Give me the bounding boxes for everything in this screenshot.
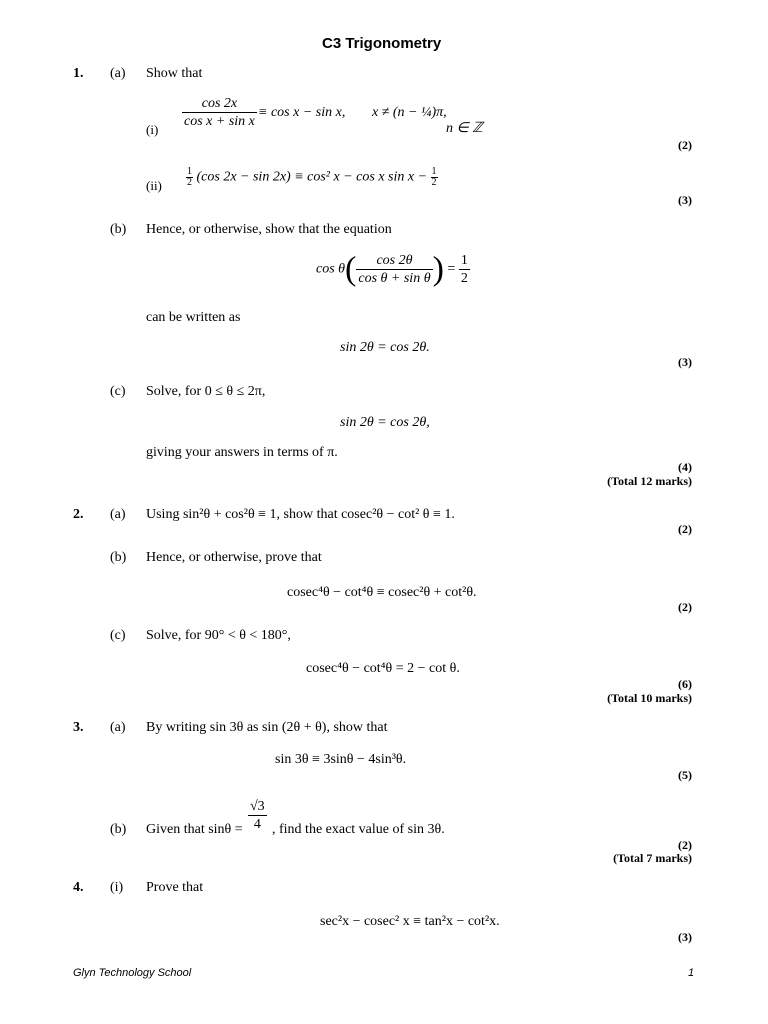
- q1-b-result-equation: sin 2θ = cos 2θ.: [340, 340, 430, 355]
- footer-page-number: 1: [688, 967, 695, 979]
- q1-ii-expression: (cos 2x − sin 2x) ≡ cos² x − cos x sin x −: [196, 169, 428, 185]
- q1-i-marks: (2): [678, 138, 692, 152]
- q1-b-can-be-written: can be written as: [146, 310, 241, 325]
- question-4-number: 4.: [73, 880, 84, 895]
- q2-b-equation: cosec⁴θ − cot⁴θ ≡ cosec²θ + cot²θ.: [287, 585, 477, 600]
- q1-part-c-label: (c): [110, 384, 126, 399]
- question-1-number: 1.: [73, 66, 84, 81]
- q1-i-rhs: ≡ cos x − sin x,: [258, 105, 346, 120]
- q1-total-marks: (Total 12 marks): [607, 474, 692, 488]
- question-3-number: 3.: [73, 720, 84, 735]
- q1-b-marks: (3): [678, 355, 692, 369]
- q1-i-n-integer: n ∈ ℤ: [446, 121, 483, 136]
- q1-c-instruction: giving your answers in terms of π.: [146, 445, 338, 460]
- q1-part-a-label: (a): [110, 66, 126, 81]
- q3-b-marks: (2): [678, 838, 692, 852]
- q3-a-marks: (5): [678, 768, 692, 782]
- q4-i-equation: sec²x − cosec² x ≡ tan²x − cot²x.: [320, 914, 500, 929]
- page-title: C3 Trigonometry: [322, 35, 442, 52]
- q1-part-b-label: (b): [110, 222, 127, 237]
- q4-i-marks: (3): [678, 930, 692, 944]
- q1-part-ii-label: (ii): [146, 178, 162, 193]
- q1-part-a-text: Show that: [146, 66, 203, 81]
- q1-b-equation: cos θ( $\frac{\cos 2\theta}{\text{cos θ + sin θ}}$ ) = $\frac{1}{2}$: [316, 250, 468, 288]
- q2-part-c-label: (c): [110, 628, 126, 643]
- q2-c-marks: (6): [678, 677, 692, 691]
- q1-part-i-label: (i): [146, 122, 159, 137]
- q1-part-c-text: Solve, for 0 ≤ θ ≤ 2π,: [146, 384, 266, 399]
- q3-part-a-label: (a): [110, 720, 126, 735]
- q3-b-denominator: 4: [253, 817, 261, 832]
- q3-a-equation: sin 3θ ≡ 3sinθ − 4sin³θ.: [275, 752, 407, 767]
- q1-i-fraction: [182, 95, 257, 130]
- q2-part-b-text: Hence, or otherwise, prove that: [146, 550, 322, 565]
- q2-part-b-label: (b): [110, 550, 127, 565]
- q3-part-b-text-pre: Given that sinθ =: [146, 822, 243, 837]
- q1-part-b-text: Hence, or otherwise, show that the equation: [146, 222, 392, 237]
- q2-total-marks: (Total 10 marks): [607, 691, 692, 705]
- q1-b-numerator: cos 2θ: [356, 252, 432, 270]
- q2-b-marks: (2): [678, 600, 692, 614]
- q3-part-a-text: By writing sin 3θ as sin (2θ + θ), show that: [146, 720, 388, 735]
- q2-part-a-text: Using sin²θ + cos²θ ≡ 1, show that cosec²θ − cot² θ ≡ 1.: [146, 507, 455, 522]
- q1-c-marks: (4): [678, 460, 692, 474]
- q1-ii-marks: (3): [678, 193, 692, 207]
- q1-i-numerator: cos 2x: [182, 95, 257, 113]
- q4-part-i-label: (i): [110, 880, 124, 895]
- q2-part-c-text: Solve, for 90° < θ < 180°,: [146, 628, 291, 643]
- q3-part-b-label: (b): [110, 822, 127, 837]
- q3-total-marks: (Total 7 marks): [613, 851, 692, 865]
- q4-part-i-text: Prove that: [146, 880, 204, 895]
- q1-i-condition: x ≠ (n − ¼)π,: [372, 105, 447, 120]
- q1-ii-half-fraction-end: $\frac{1}{2}$: [431, 166, 437, 188]
- footer-school-name: Glyn Technology School: [73, 967, 192, 979]
- q2-a-marks: (2): [678, 522, 692, 536]
- q3-b-numerator: √3: [250, 799, 265, 814]
- q1-c-equation: sin 2θ = cos 2θ,: [340, 415, 430, 430]
- q1-ii-half-fraction: $\frac{1}{2}$: [187, 166, 192, 188]
- q3-part-b-text-post: , find the exact value of sin 3θ.: [272, 822, 445, 837]
- q1-i-denominator: cos x + sin x: [184, 114, 255, 129]
- q2-c-equation: cosec⁴θ − cot⁴θ = 2 − cot θ.: [306, 661, 460, 676]
- q1-b-denominator: cos θ + sin θ: [358, 271, 431, 286]
- q3-b-fraction: [248, 798, 267, 833]
- question-2-number: 2.: [73, 507, 84, 522]
- q2-part-a-label: (a): [110, 507, 126, 522]
- q1-ii-expression-wrap: [186, 167, 438, 188]
